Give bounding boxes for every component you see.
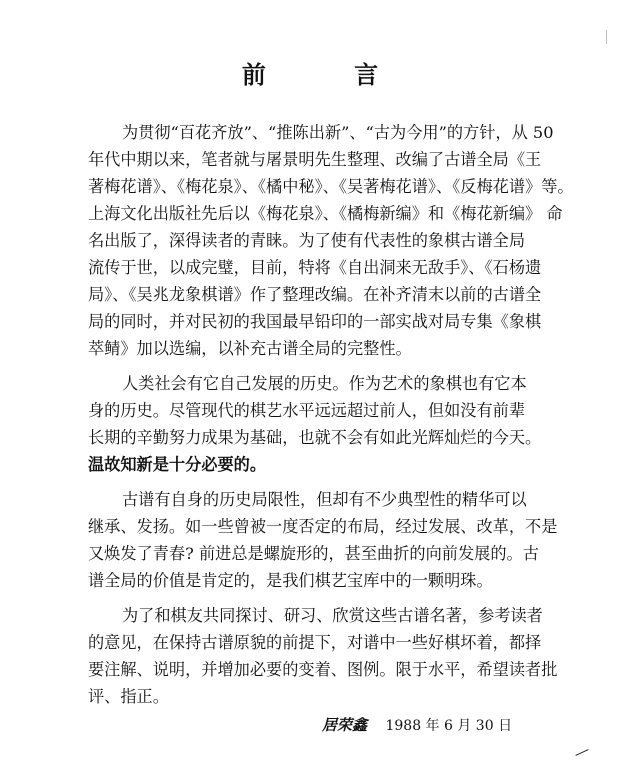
paragraph-line: 谱全局的价值是肯定的，是我们棋艺宝库中的一颗明珠。 bbox=[88, 571, 493, 590]
paragraph-line: 上海文化出版社先后以《梅花泉》、《橘梅新编》和《梅花新编》 命 bbox=[88, 204, 563, 223]
paragraph-line: 著梅花谱》、《梅花泉》、《橘中秘》、《吴著梅花谱》、《反梅花谱》等。 bbox=[88, 177, 574, 196]
paragraph-line: 身的历史。尽管现代的棋艺水平远远超过前人，但如没有前辈 bbox=[88, 401, 526, 420]
paragraph-line: 的意见，在保持古谱原貌的前提下，对谱中一些好棋坏着，都择 bbox=[88, 633, 542, 652]
scan-mark bbox=[606, 30, 607, 44]
signature-date: 1988 年 6 月 30 日 bbox=[385, 718, 513, 734]
paragraph-line: 又焕发了青春? 前进总是螺旋形的，甚至曲折的向前发展的。古 bbox=[88, 544, 539, 563]
paragraph-line: 为贯彻“百花齐放”、“推陈出新”、“古为今用”的方针，从 50 bbox=[122, 123, 554, 142]
paragraph-line: 要注解、说明，并增加必要的变着、图例。限于水平，希望读者批 bbox=[88, 660, 558, 679]
paragraph-line: 局》、《吴兆龙象棋谱》作了整理改编。在补齐清末以前的古谱全 bbox=[88, 285, 542, 304]
paragraph-line: 为了和棋友共同探讨、研习、欣赏这些古谱名著，参考读者 bbox=[122, 606, 543, 625]
paragraph-line: 继承、发扬。如一些曾被一度否定的布局，经过发展、改革，不是 bbox=[88, 517, 558, 536]
signature-block bbox=[322, 714, 512, 735]
paragraph-line: 评、指正。 bbox=[88, 687, 169, 706]
paragraph-line: 人类社会有它自己发展的历史。作为艺术的象棋也有它本 bbox=[122, 374, 527, 393]
paragraph-line: 长期的辛勤努力成果为基础，也就不会有如此光辉灿烂的今天。 bbox=[88, 428, 542, 447]
paragraph-line: 局的同时，并对民初的我国最早铅印的一部实战对局专集《象棋 bbox=[88, 312, 542, 331]
paragraph-line: 年代中期以来，笔者就与屠景明先生整理、改编了古谱全局《王 bbox=[88, 150, 542, 169]
paragraph-line: 萃鲭》加以选编，以补充古谱全局的完整性。 bbox=[88, 339, 412, 358]
paragraph-line: 温故知新是十分必要的。 bbox=[88, 455, 267, 474]
paragraph-line: 名出版了，深得读者的青睐。为了使有代表性的象棋古谱全局 bbox=[88, 231, 526, 250]
page-title: 前 言 bbox=[241, 60, 419, 89]
author-name: 居荣鑫 bbox=[322, 716, 368, 734]
paragraph-line: 流传于世，以成完璧，目前，特将《自出洞来无敌手》、《石杨遗 bbox=[88, 258, 542, 277]
scan-mark bbox=[575, 749, 588, 756]
paragraph-line: 古谱有自身的历史局限性，但却有不少典型性的精华可以 bbox=[122, 490, 527, 509]
